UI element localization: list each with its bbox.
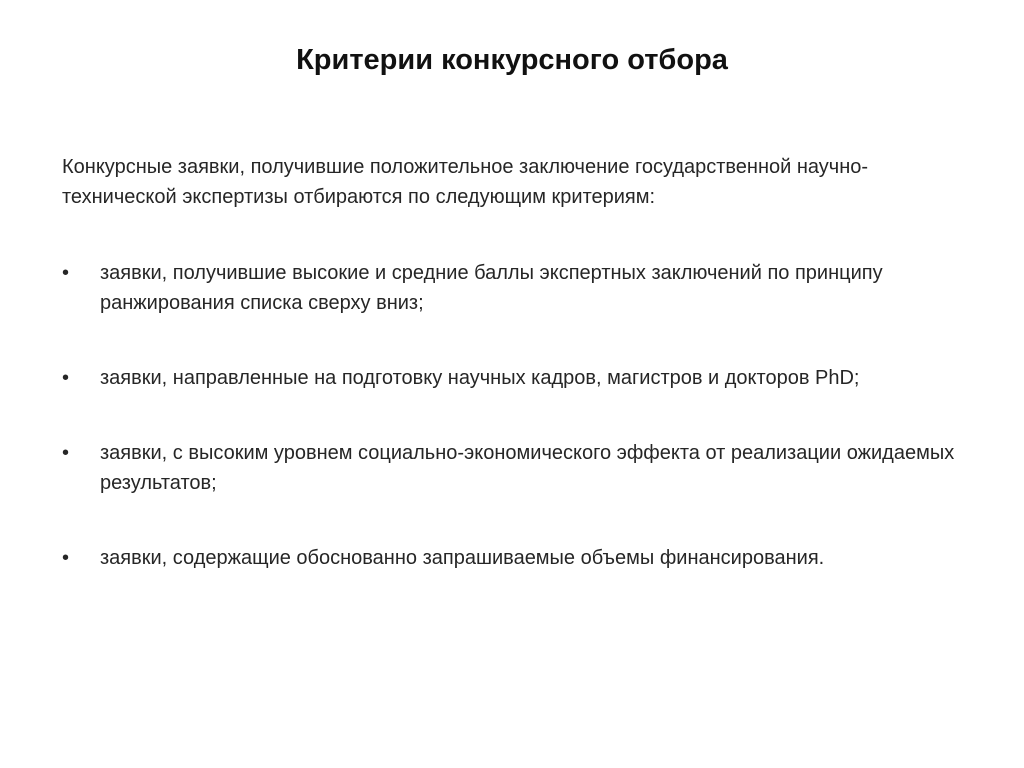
bullet-icon: •: [62, 367, 70, 389]
bullet-icon: •: [62, 547, 70, 569]
slide-title: Критерии конкурсного отбора: [296, 44, 728, 76]
bullet-icon: •: [62, 262, 70, 284]
list-item: [62, 258, 962, 318]
list-item-text: заявки, направленные на подготовку научных кадров, магистров и докторов PhD;: [100, 367, 860, 389]
list-item-text: заявки, получившие высокие и средние баллы экспертных заключений по принципу ранжирования списка сверху вниз;: [100, 262, 883, 314]
intro-paragraph: Конкурсные заявки, получившие положительное заключение государственной научно-технической экспертизы отбираются по следующим критериям:: [62, 156, 869, 208]
list-item: [62, 363, 962, 393]
list-item: [62, 543, 962, 573]
list-item-text: заявки, содержащие обоснованно запрашиваемые объемы финансирования.: [100, 547, 825, 569]
list-item-text: заявки, с высоким уровнем социально-экономического эффекта от реализации ожидаемых результатов;: [100, 442, 955, 494]
bullet-icon: •: [62, 442, 70, 464]
list-item: [62, 438, 962, 498]
criteria-list: [62, 258, 962, 618]
